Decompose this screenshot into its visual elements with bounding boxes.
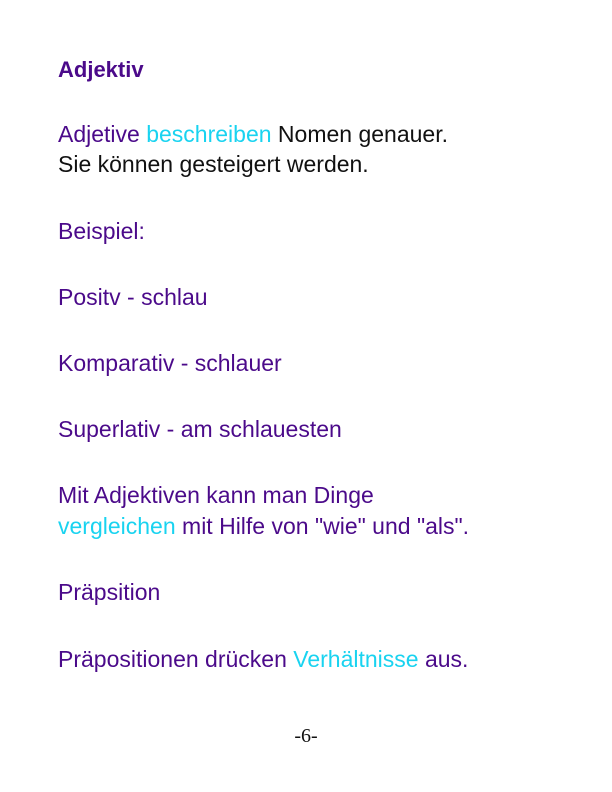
intro-text-adjetive: Adjetive xyxy=(58,121,147,147)
heading-adjektiv: Adjektiv xyxy=(58,57,144,82)
intro-line-1 xyxy=(58,120,448,148)
keyword-verhaeltnisse: Verhältnisse xyxy=(293,646,419,672)
page-number: -6- xyxy=(294,725,318,747)
intro-text-nomen: Nomen genauer. xyxy=(271,121,448,147)
superlative-example: Superlativ - am schlauesten xyxy=(58,416,342,442)
preposition-text-start: Präpositionen drücken xyxy=(58,646,294,672)
comparative-example: Komparativ - schlauer xyxy=(58,350,282,376)
keyword-beschreiben: beschreiben xyxy=(146,121,272,147)
positive-example: Positv - schlau xyxy=(58,284,208,310)
preposition-line xyxy=(58,645,468,673)
compare-text-rest: mit Hilfe von "wie" und "als". xyxy=(175,513,470,539)
intro-line-2: Sie können gesteigert werden. xyxy=(58,151,369,177)
preposition-text-end: aus. xyxy=(418,646,469,672)
preposition-heading: Präpsition xyxy=(58,579,161,605)
keyword-vergleichen: vergleichen xyxy=(58,513,176,539)
example-label: Beispiel: xyxy=(58,218,145,244)
compare-line-1: Mit Adjektiven kann man Dinge xyxy=(58,482,374,508)
compare-line-2 xyxy=(58,512,469,540)
